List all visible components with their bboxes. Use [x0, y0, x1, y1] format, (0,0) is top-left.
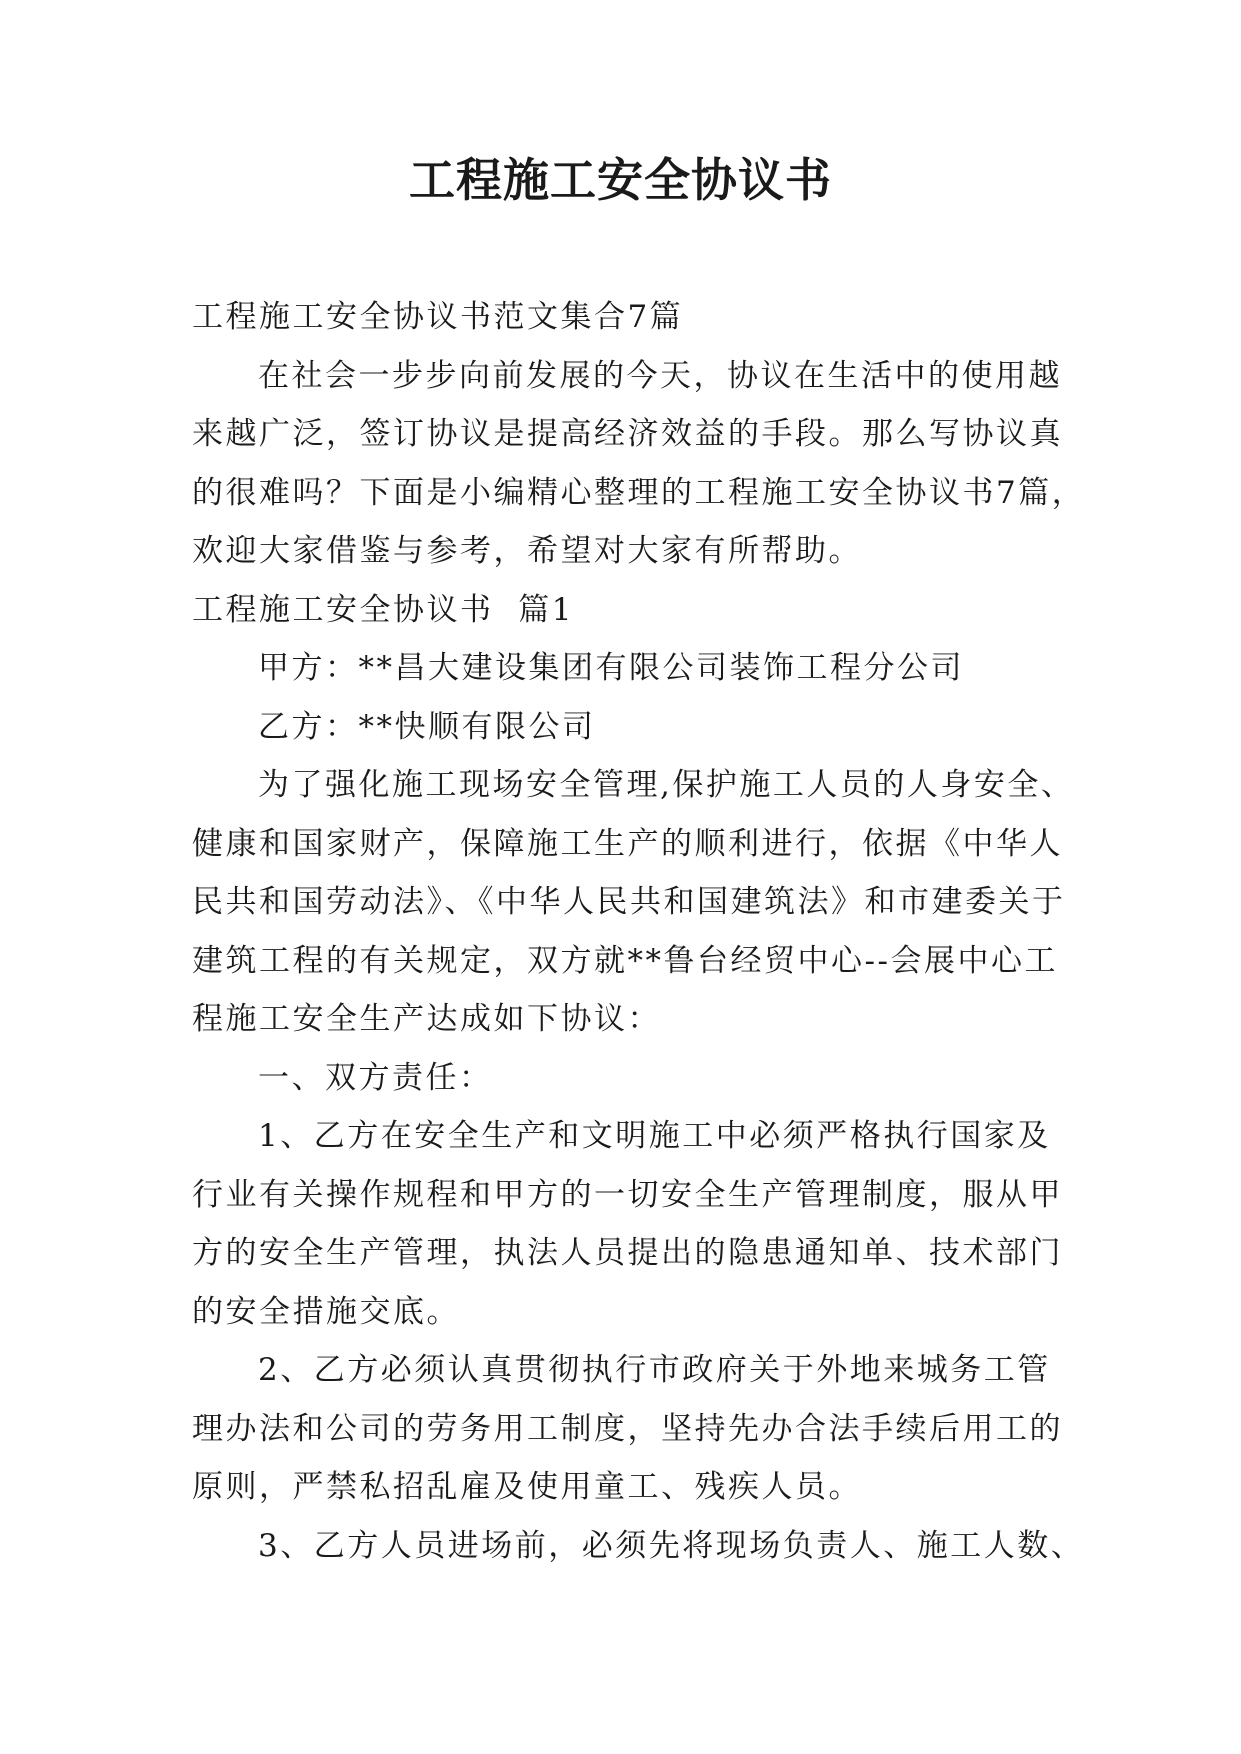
body-line: 为了强化施工现场安全管理,保护施工人员的人身安全、	[258, 767, 1075, 803]
body-line: 工程施工安全协议书范文集合7篇	[192, 299, 684, 335]
body-line: 程施工安全生产达成如下协议：	[192, 1001, 661, 1037]
body-line: 3、乙方人员进场前，必须先将现场负责人、施工人数、	[258, 1527, 1085, 1564]
body-line: 的很难吗？下面是小编精心整理的工程施工安全协议书7篇，	[192, 474, 1086, 511]
body-line: 来越广泛，签订协议是提高经济效益的手段。那么写协议真	[192, 416, 1063, 452]
body-line: 民共和国劳动法》、《中华人民共和国建筑法》和市建委关于	[192, 884, 1066, 920]
body-line: 1、乙方在安全生产和文明施工中必须严格执行国家及	[258, 1118, 1051, 1154]
body-line: 原则，严禁私招乱雇及使用童工、残疾人员。	[192, 1469, 862, 1505]
party-a-line: 甲方：**昌大建设集团有限公司装饰工程分公司	[258, 650, 964, 686]
body-line: 欢迎大家借鉴与参考，希望对大家有所帮助。	[192, 533, 862, 569]
body-line: 方的安全生产管理，执法人员提出的隐患通知单、技术部门	[192, 1235, 1063, 1271]
body-line: 在社会一步步向前发展的今天，协议在生活中的使用越	[258, 357, 1062, 394]
document-body	[192, 288, 1086, 1575]
party-b-line: 乙方：**快顺有限公司	[258, 708, 596, 745]
body-line: 行业有关操作规程和甲方的一切安全生产管理制度，服从甲	[192, 1176, 1063, 1213]
clause-heading: 一、双方责任：	[258, 1059, 493, 1096]
body-line: 2、乙方必须认真贯彻执行市政府关于外地来城务工管	[258, 1352, 1051, 1388]
body-line: 的安全措施交底。	[192, 1293, 460, 1330]
document-title: 工程施工安全协议书	[409, 153, 832, 207]
body-line: 理办法和公司的劳务用工制度，坚持先办合法手续后用工的	[192, 1410, 1063, 1447]
body-line: 健康和国家财产，保障施工生产的顺利进行，依据《中华人	[192, 825, 1063, 862]
body-line: 建筑工程的有关规定，双方就**鲁台经贸中心--会展中心工	[192, 942, 1058, 979]
section-heading: 工程施工安全协议书 篇1	[192, 591, 574, 628]
